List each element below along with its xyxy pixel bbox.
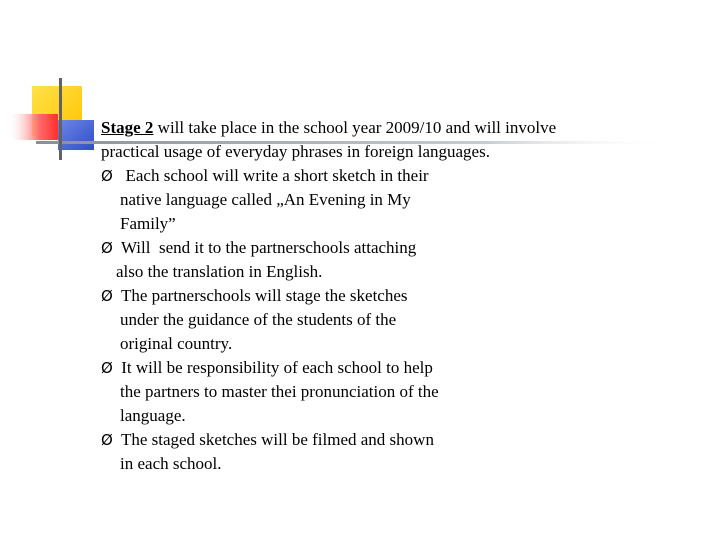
bullet-4-line-1 — [101, 356, 701, 380]
bullet-4-text-1: It will be responsibility of each school to help — [117, 358, 433, 377]
bullet-arrow-icon: Ø — [101, 239, 113, 257]
bullet-5-text-1: The staged sketches will be filmed and shown — [117, 430, 434, 449]
bullet-arrow-icon: Ø — [101, 287, 113, 305]
bullet-5-line-2: in each school. — [120, 454, 222, 473]
bullet-arrow-icon: Ø — [101, 431, 113, 449]
bullet-arrow-icon: Ø — [101, 359, 113, 377]
bullet-1-line-3: Family” — [120, 214, 176, 233]
blue-square — [58, 120, 94, 150]
red-bar — [10, 114, 58, 140]
bullet-3-line-2: under the guidance of the students of the — [120, 310, 397, 329]
intro-line-2: practical usage of everyday phrases in foreign languages. — [101, 142, 490, 161]
bullet-3-text-1: The partnerschools will stage the sketches — [117, 286, 408, 305]
bullet-arrow-icon: Ø — [101, 167, 113, 185]
bullet-3-line-3: original country. — [120, 334, 233, 353]
slide-body — [101, 116, 701, 476]
bullet-4-line-3: language. — [120, 406, 186, 425]
bullet-1-text-1: Each school will write a short sketch in their — [117, 166, 429, 185]
bullet-2-line-2: also the translation in English. — [116, 262, 323, 281]
stage-label: Stage 2 — [101, 118, 154, 137]
vertical-rule — [59, 78, 62, 160]
bullet-4-line-2: the partners to master thei pronunciation of the — [120, 382, 439, 401]
intro-text-1: will take place in the school year 2009/10 and will involve — [153, 118, 557, 137]
intro-line-1 — [101, 116, 701, 140]
bullet-5-line-1 — [101, 428, 701, 452]
bullet-2-line-1 — [101, 236, 701, 260]
bullet-1-line-1 — [101, 164, 701, 188]
bullet-3-line-1 — [101, 284, 701, 308]
bullet-1-line-2: native language called „An Evening in My — [120, 190, 411, 209]
bullet-2-text-1: Will send it to the partnerschools attaching — [117, 238, 417, 257]
